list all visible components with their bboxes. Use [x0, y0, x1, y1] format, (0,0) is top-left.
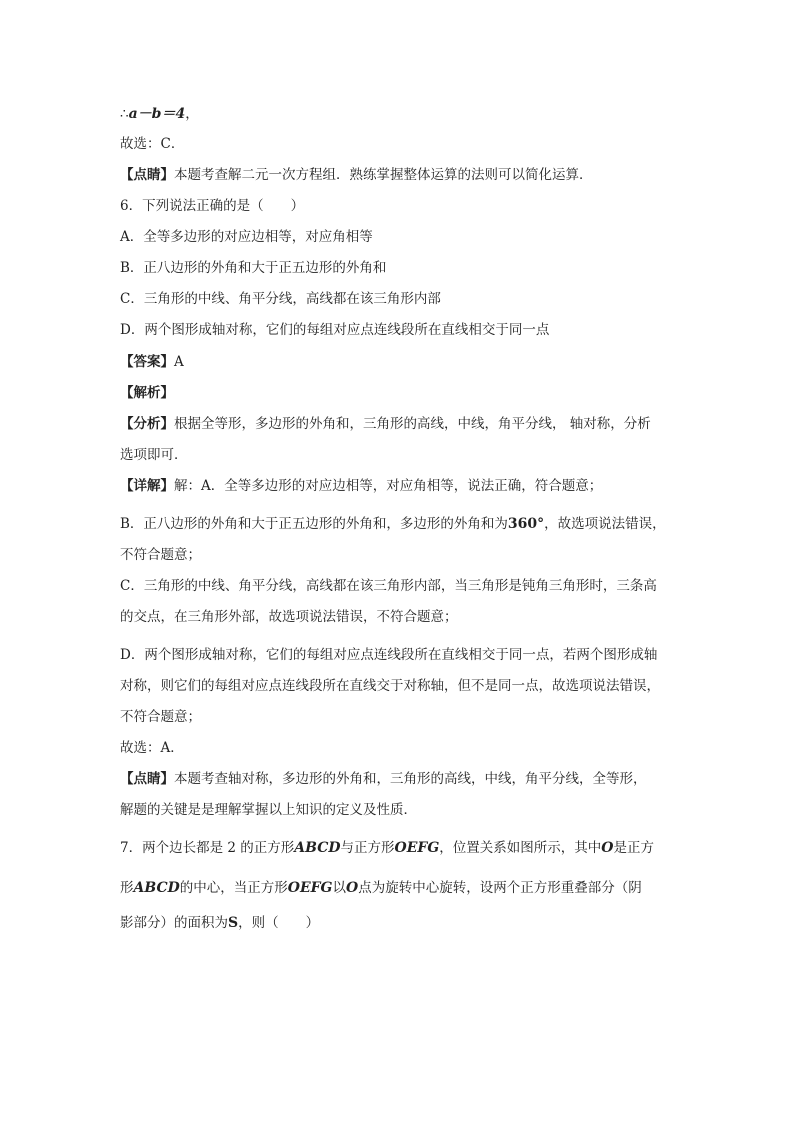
- math-oefg: OEFG: [287, 880, 333, 896]
- tag-analysis-heading: 【解析】: [120, 385, 174, 401]
- q7-text: 7．两个边长都是 2 的正方形: [120, 840, 295, 856]
- line-comment: [120, 165, 593, 185]
- math-o: O: [601, 840, 614, 856]
- line-b-1: [120, 514, 666, 534]
- question-7-line-3: [120, 913, 319, 933]
- line-d-2: 对称，则它们的每组对应点连线段所在直线交于对称轴，但不是同一点，故选项说法错误，: [120, 678, 660, 694]
- question-7-line-2: [120, 878, 642, 898]
- line-dianjing-1: [120, 769, 647, 789]
- tag-dianjing-2: 【点睛】: [120, 771, 174, 787]
- question-6-option-d: D．两个图形成轴对称，它们的每组对应点连线段所在直线相交于同一点: [120, 322, 550, 338]
- math-oefg: OEFG: [394, 840, 440, 856]
- line-b-2: 不符合题意；: [120, 547, 201, 563]
- math-abcd: ABCD: [133, 880, 180, 896]
- question-7-line-1: [120, 838, 654, 858]
- line-dianjing-2: 解题的关键是是理解掌握以上知识的定义及性质．: [120, 802, 417, 818]
- line-fenxi-2: 选项即可．: [120, 447, 188, 463]
- tag-dianjing: 【点睛】: [120, 167, 174, 183]
- line-final-choice: 故选：A．: [120, 740, 184, 756]
- math-abcd: ABCD: [294, 840, 341, 856]
- math-o: O: [346, 880, 359, 896]
- question-6-stem: 6．下列说法正确的是（ ）: [120, 198, 305, 214]
- q7-text: ，则（ ）: [238, 915, 320, 931]
- question-6-option-b: B．正八边形的外角和大于正五边形的外角和: [120, 260, 387, 276]
- line-c-1: C．三角形的中线、角平分线，高线都在该三角形内部，当三角形是钝角三角形时，三条高: [120, 578, 657, 594]
- b-text-post: ，故选项说法错误，: [544, 516, 666, 532]
- line-answer: [120, 352, 184, 372]
- tag-fenxi: 【分析】: [120, 416, 174, 432]
- punctuation: ，: [185, 106, 199, 122]
- q7-text: ，位置关系如图所示，其中: [439, 840, 602, 856]
- tag-answer: 【答案】: [120, 354, 174, 370]
- question-6-option-a: A．全等多边形的对应边相等，对应角相等: [120, 229, 373, 245]
- line-fenxi-1: [120, 414, 651, 434]
- dianjing-text: 本题考查轴对称，多边形的外角和，三角形的高线，中线，角平分线，全等形，: [174, 771, 647, 787]
- q7-text: 与正方形: [340, 840, 395, 856]
- q7-text: 的中心，当正方形: [179, 880, 288, 896]
- math-s: S: [228, 915, 239, 931]
- comment-text: 本题考查解二元一次方程组．熟练掌握整体运算的法则可以简化运算．: [174, 167, 593, 183]
- q7-text: 影部分）的面积为: [120, 915, 228, 931]
- line-answer-choice: 故选：C．: [120, 136, 185, 152]
- b-text-pre: B．正八边形的外角和大于正五边形的外角和，多边形的外角和为: [120, 516, 508, 532]
- xiangjie-text: 解：A．全等多边形的对应边相等，对应角相等，说法正确，符合题意；: [174, 478, 603, 494]
- math-360-degree: 360°: [507, 516, 545, 532]
- tag-xiangjie: 【详解】: [120, 478, 174, 494]
- question-6-option-c: C．三角形的中线、角平分线，高线都在该三角形内部: [120, 291, 441, 307]
- line-therefore: [120, 104, 199, 124]
- q7-text: 点为旋转中心旋转，设两个正方形重叠部分（阴: [358, 880, 642, 896]
- q7-text: 形: [120, 880, 134, 896]
- line-c-2: 的交点，在三角形外部，故选项说法错误，不符合题意；: [120, 609, 458, 625]
- line-xiangjie: [120, 476, 602, 496]
- answer-value: A: [174, 354, 184, 370]
- q7-text: 以: [332, 880, 347, 896]
- line-d-3: 不符合题意；: [120, 709, 201, 725]
- fenxi-text: 根据全等形，多边形的外角和，三角形的高线，中线，角平分线， 轴对称，分析: [174, 416, 651, 432]
- line-d-1: D．两个图形成轴对称，它们的每组对应点连线段所在直线相交于同一点，若两个图形成轴: [120, 647, 658, 663]
- math-expression: a－b＝4: [128, 106, 186, 122]
- q7-text: 是正方: [613, 840, 654, 856]
- therefore-symbol: ∴: [120, 106, 129, 122]
